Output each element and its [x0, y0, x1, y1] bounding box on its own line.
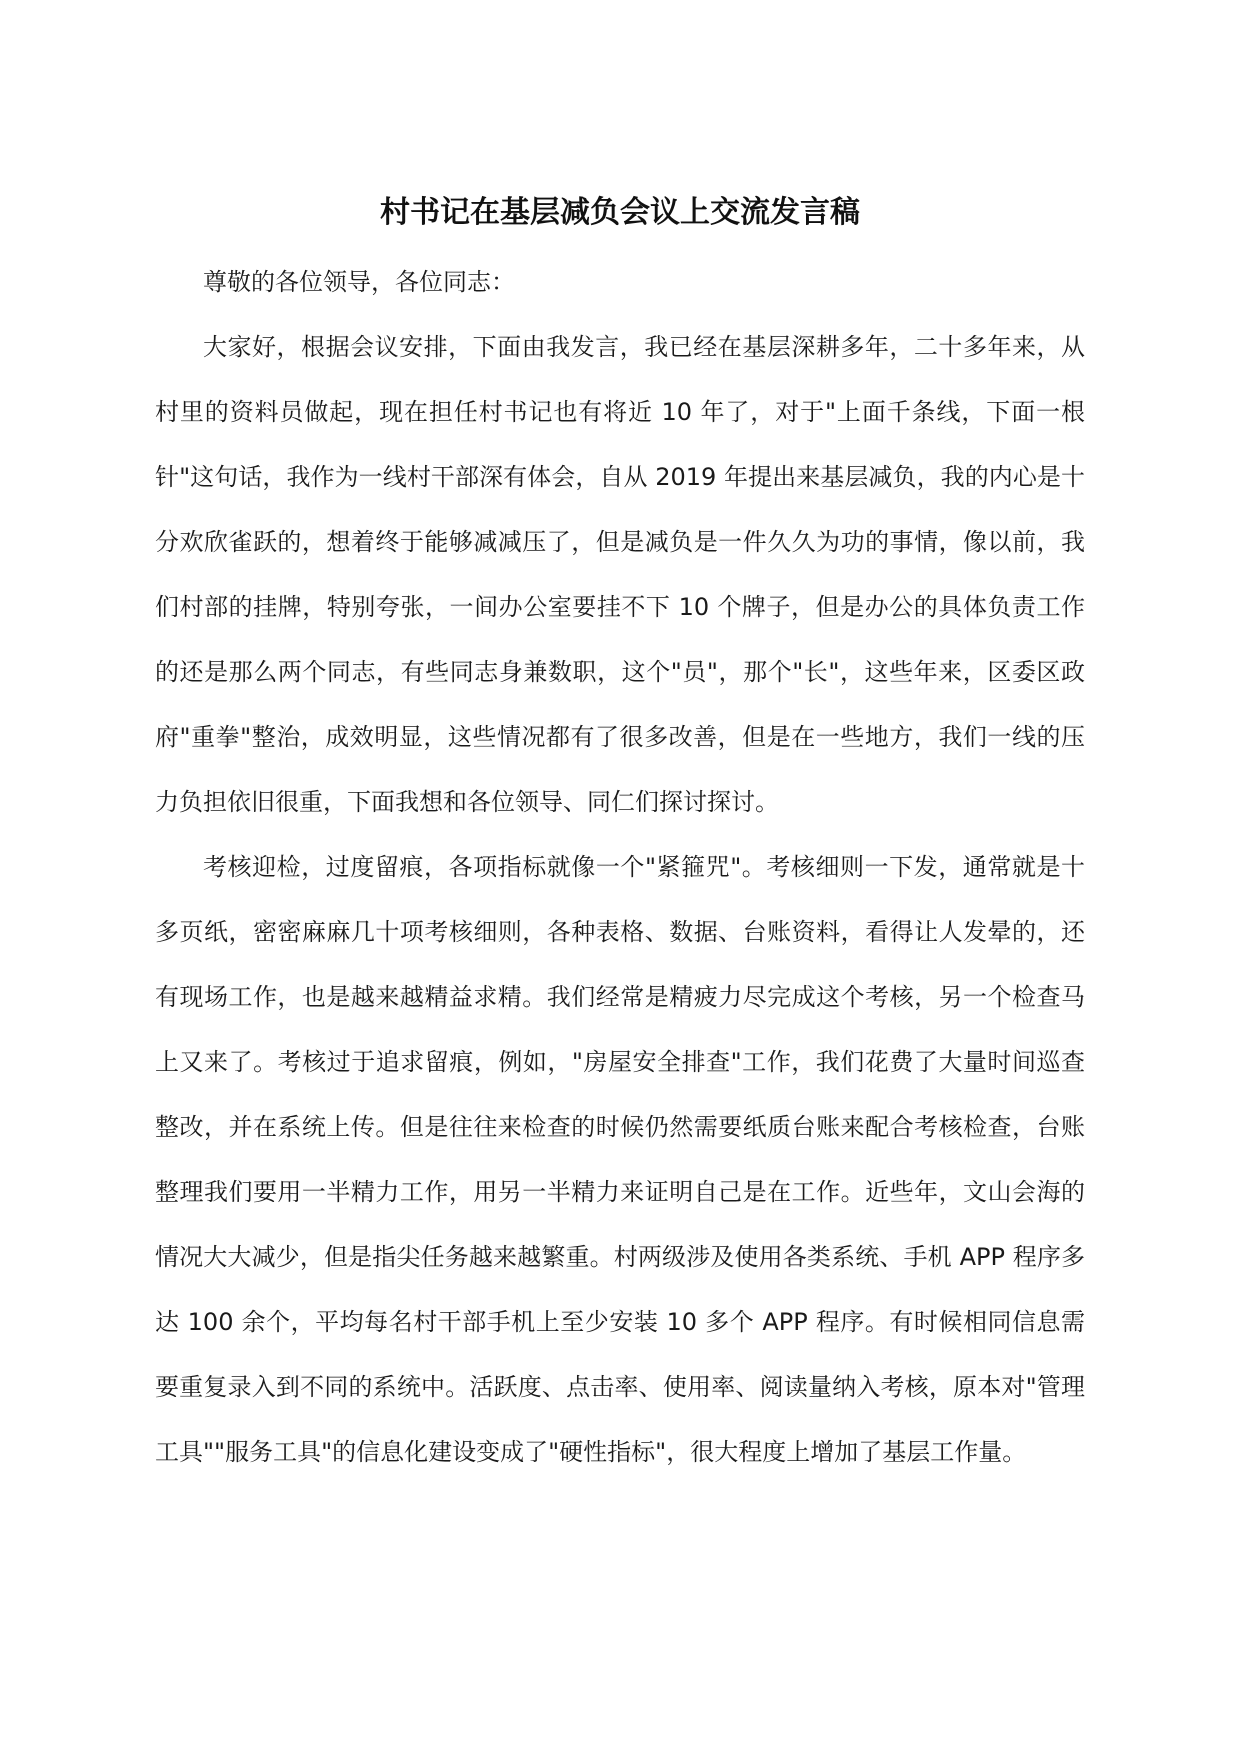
greeting-paragraph: 尊敬的各位领导，各位同志： [203, 268, 515, 296]
body-paragraph: 考核迎检，过度留痕，各项指标就像一个"紧箍咒"。考核细则一下发，通常就是十多页纸，密密麻麻几十项考核细则，各种表格、数据、台账资料，看得让人发晕的，还有现场工作，也是越来越精益求精。我们经常是精疲力尽完成这个考核，另一个检查马上又来了。考核过于追求留痕，例如，"房屋安全排查"工作，我们花费了大量时间巡查整改，并在系统上传。但是往往来检查的时候仍然需要纸质台账来配合考核检查，台账整理我们要用一半精力工作，用另一半精力来证明自己是在工作。近些年，文山会海的情况大大减少，但是指尖任务越来越繁重。村两级涉及使用各类系统、手机 APP 程序多达 100 余个，平均每名村干部手机上至少安装 10 多个 APP 程序。有时候相同信息需要重复录入到不同的系统中。活跃度、点击率、使用率、阅读量纳入考核，原本对"管理工具""服务工具"的信息化建设变成了"硬性指标"，很大程度上增加了基层工作量。 [155, 853, 1085, 1466]
document-body [155, 250, 1085, 1485]
body-paragraph: 大家好，根据会议安排，下面由我发言，我已经在基层深耕多年，二十多年来，从村里的资料员做起，现在担任村书记也有将近 10 年了，对于"上面千条线，下面一根针"这句话，我作为一线村干部深有体会，自从 2019 年提出来基层减负，我的内心是十分欢欣雀跃的，想着终于能够减减压了，但是减负是一件久久为功的事情，像以前，我们村部的挂牌，特别夸张，一间办公室要挂不下 10 个牌子，但是办公的具体负责工作的还是那么两个同志，有些同志身兼数职，这个"员"，那个"长"，这些年来，区委区政府"重拳"整治，成效明显，这些情况都有了很多改善，但是在一些地方，我们一线的压力负担依旧很重，下面我想和各位领导、同仁们探讨探讨。 [155, 333, 1085, 816]
document-title: 村书记在基层减负会议上交流发言稿 [380, 195, 860, 230]
